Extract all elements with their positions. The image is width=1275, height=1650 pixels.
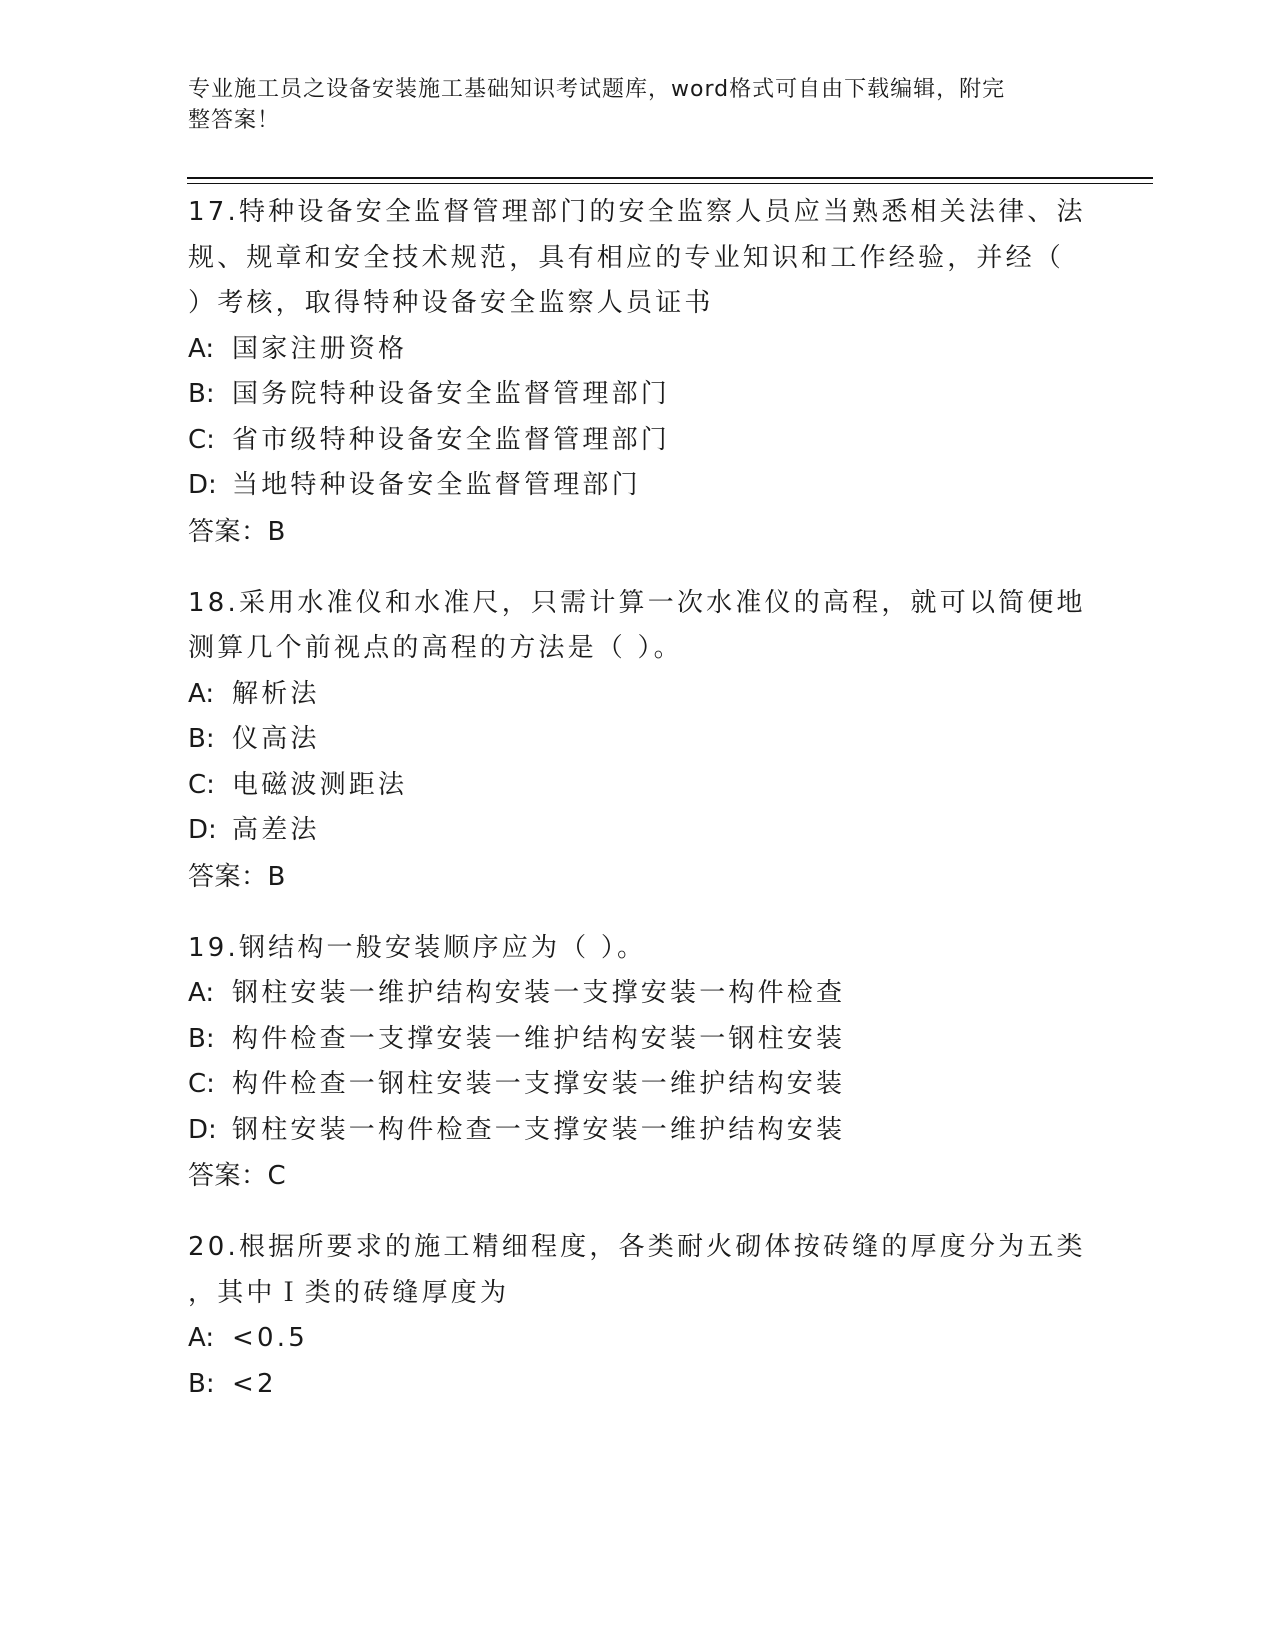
- option-letter: A:: [188, 978, 215, 1008]
- option-b: [188, 717, 1088, 763]
- option-text: 国务院特种设备安全监督管理部门: [232, 379, 671, 409]
- option-a: [188, 1316, 1088, 1362]
- option-letter: D:: [188, 470, 217, 500]
- option-letter: B:: [188, 379, 215, 409]
- option-b: [188, 372, 1088, 418]
- option-d: [188, 1108, 1088, 1154]
- option-d: [188, 463, 1088, 509]
- option-letter: C:: [188, 1069, 215, 1099]
- option-text: 钢柱安装一构件检查一支撑安装一维护结构安装: [232, 1114, 846, 1145]
- question-18: [188, 581, 1088, 900]
- option-text: 解析法: [232, 678, 320, 709]
- question-stem-line: ，其中Ｉ类的砖缝厚度为: [188, 1277, 510, 1308]
- question-stem-line: 规、规章和安全技术规范，具有相应的专业知识和工作经验，并经（: [188, 242, 1065, 273]
- option-letter: D:: [188, 1114, 217, 1145]
- option-text: 高差法: [232, 815, 320, 845]
- header-rule-thick: [187, 177, 1153, 179]
- header-line-1: 专业施工员之设备安装施工基础知识考试题库，word格式可自由下载编辑，附完: [188, 77, 1006, 102]
- question-stem-line: ）考核，取得特种设备安全监察人员证书: [188, 288, 714, 318]
- option-letter: A:: [188, 678, 215, 709]
- option-c: [188, 763, 1088, 809]
- option-letter: C:: [188, 424, 215, 455]
- option-a: [188, 327, 1088, 373]
- option-text: 省市级特种设备安全监督管理部门: [232, 424, 671, 455]
- question-19: [188, 926, 1088, 1200]
- question-20: [188, 1225, 1088, 1407]
- option-text: 仪高法: [232, 724, 320, 754]
- answer-line: 答案：B: [188, 861, 286, 892]
- option-d: [188, 808, 1088, 854]
- option-c: [188, 418, 1088, 464]
- option-text: 当地特种设备安全监督管理部门: [232, 470, 641, 500]
- question-stem-line: 19.钢结构一般安装顺序应为（ ）。: [188, 932, 647, 963]
- answer-line: 答案：C: [188, 1161, 287, 1191]
- answer-line: 答案：B: [188, 516, 286, 547]
- option-letter: B:: [188, 1368, 215, 1399]
- option-letter: B:: [188, 724, 215, 754]
- question-list: [188, 190, 1088, 1433]
- option-letter: C:: [188, 769, 215, 800]
- header-rule-thin: [187, 183, 1153, 184]
- option-letter: B:: [188, 1023, 215, 1054]
- option-text: <0.5: [232, 1323, 308, 1353]
- option-letter: A:: [188, 333, 215, 364]
- question-17: [188, 190, 1088, 555]
- option-a: [188, 971, 1088, 1017]
- option-text: <2: [232, 1368, 277, 1399]
- header-line-2: 整答案！: [188, 108, 281, 133]
- question-stem-line: 测算几个前视点的高程的方法是（ ）。: [188, 633, 683, 663]
- option-text: 构件检查一支撑安装一维护结构安装一钢柱安装: [232, 1023, 846, 1054]
- option-text: 构件检查一钢柱安装一支撑安装一维护结构安装: [232, 1069, 846, 1099]
- option-letter: A:: [188, 1323, 215, 1353]
- option-text: 电磁波测距法: [232, 769, 408, 800]
- question-stem-line: 20.根据所要求的施工精细程度，各类耐火砌体按砖缝的厚度分为五类: [188, 1232, 1086, 1262]
- option-text: 国家注册资格: [232, 333, 408, 364]
- option-c: [188, 1062, 1088, 1108]
- document-header: [188, 74, 1068, 136]
- option-b: [188, 1362, 1088, 1408]
- question-stem-line: 17.特种设备安全监督管理部门的安全监察人员应当熟悉相关法律、法: [188, 197, 1086, 227]
- option-a: [188, 672, 1088, 718]
- option-text: 钢柱安装一维护结构安装一支撑安装一构件检查: [232, 978, 846, 1008]
- option-b: [188, 1017, 1088, 1063]
- question-stem-line: 18.采用水准仪和水准尺，只需计算一次水准仪的高程，就可以简便地: [188, 587, 1086, 618]
- option-letter: D:: [188, 815, 217, 845]
